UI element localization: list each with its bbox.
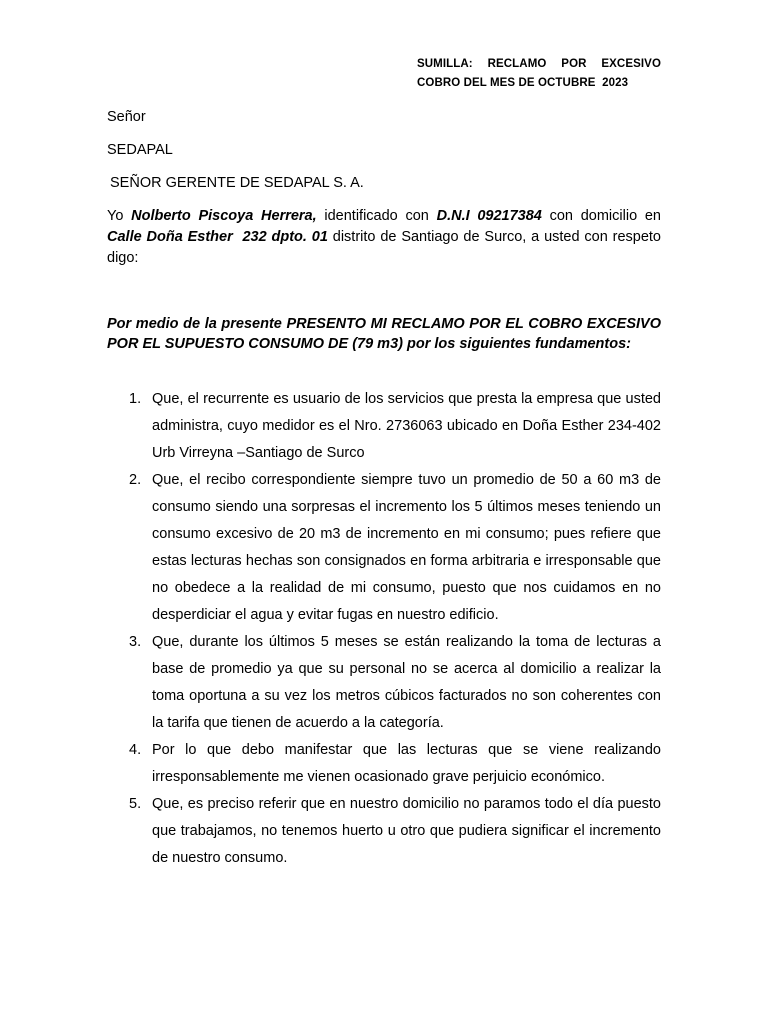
sumilla-word: RECLAMO	[487, 58, 547, 70]
sumilla-word: POR	[561, 58, 587, 70]
list-item	[107, 386, 661, 467]
list-item-text: Por lo que debo manifestar que las lecturas que se viene realizando irresponsablemente me vienen ocasionado grave perjuicio económico.	[152, 742, 661, 785]
intro-text: distrito de Santiago de Surco, a usted con respeto digo:	[107, 229, 661, 266]
reasons-list	[107, 386, 661, 872]
list-item	[107, 791, 661, 872]
claim-statement: Por medio de la presente PRESENTO MI RECLAMO POR EL COBRO EXCESIVO POR EL SUPUESTO CONSUMO DE (79 m3) por los siguientes fundamentos:	[107, 316, 661, 352]
list-item-text: Que, durante los últimos 5 meses se están realizando la toma de lecturas a base de promedio ya que su personal no se acerca al domicilio a realizar la toma oportuna a su vez los metros cúbicos facturados no son coherentes con la tarifa que tienen de acuerdo a la categoría.	[152, 634, 661, 731]
sumilla-header	[417, 55, 661, 93]
list-item-text: Que, el recibo correspondiente siempre tuvo un promedio de 50 a 60 m3 de consumo siendo una sorpresas el incremento los 5 últimos meses teniendo un consumo excesivo de 20 m3 de incremento en mi consumo; pues refiere que estas lecturas hechas son consignados en forma arbitraria e irresponsable que no obedece a la realidad de mi consumo, puesto que nos cuidamos en no desperdiciar el agua y evitar fugas en nuestro edificio.	[152, 472, 661, 623]
sender-dni: D.N.I 09217384	[436, 208, 542, 224]
sender-name: Nolberto Piscoya Herrera,	[131, 208, 317, 224]
list-number: 1.	[129, 391, 142, 407]
list-number: 3.	[129, 634, 142, 650]
intro-text: Yo	[107, 208, 132, 224]
salutation: Señor	[107, 109, 146, 125]
list-number: 5.	[129, 796, 142, 812]
sumilla-word: EXCESIVO	[601, 58, 661, 70]
list-number: 4.	[129, 742, 142, 758]
list-item	[107, 629, 661, 737]
addressee: SEÑOR GERENTE DE SEDAPAL S. A.	[110, 175, 364, 191]
list-item-text: Que, es preciso referir que en nuestro domicilio no paramos todo el día puesto que trabajamos, no tenemos huerto u otro que pudiera significar el incremento de nuestro consumo.	[152, 796, 661, 866]
list-item-text: Que, el recurrente es usuario de los servicios que presta la empresa que usted administra, cuyo medidor es el Nro. 2736063 ubicado en Doña Esther 234-402 Urb Virreyna –Santiago de Surco	[152, 391, 661, 461]
company-name: SEDAPAL	[107, 142, 173, 158]
sumilla-line-1	[417, 55, 661, 74]
sumilla-word: SUMILLA:	[417, 58, 473, 70]
list-item	[107, 467, 661, 629]
list-item	[107, 737, 661, 791]
sumilla-line-2: COBRO DEL MES DE OCTUBRE 2023	[417, 77, 629, 89]
sender-address: Calle Doña Esther 232 dpto. 01	[107, 229, 328, 245]
intro-text: con domicilio en	[541, 208, 661, 224]
intro-paragraph	[107, 206, 661, 269]
intro-text: identificado con	[316, 208, 437, 224]
list-number: 2.	[129, 472, 142, 488]
